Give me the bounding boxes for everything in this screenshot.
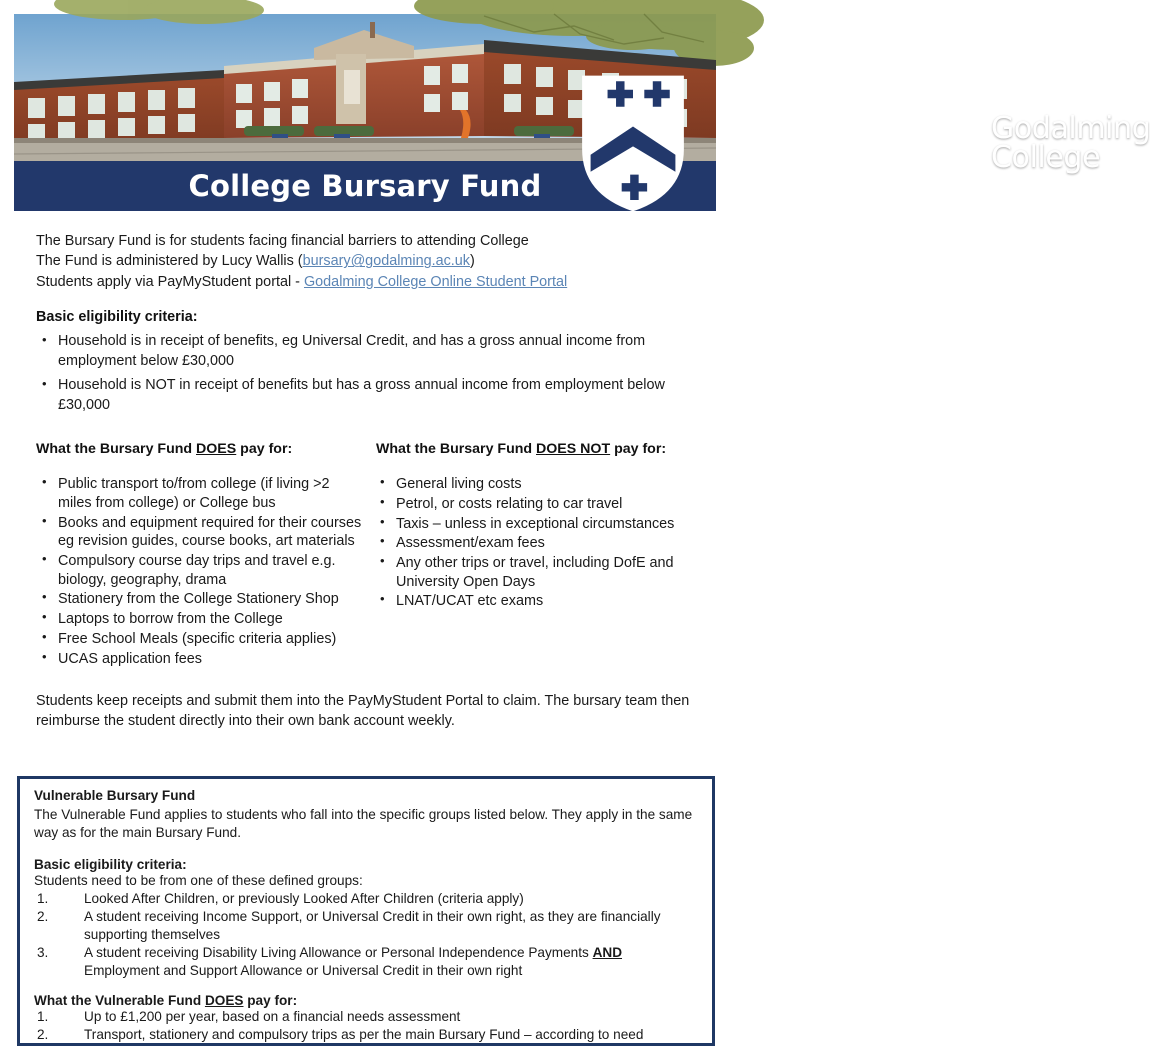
list-item: • Laptops to borrow from the College — [36, 610, 362, 629]
intro-line-2-suffix: ) — [469, 253, 475, 270]
vulnerable-does-pay-heading-pre: What the Vulnerable Fund — [34, 993, 205, 1009]
list-item-number: 1. — [37, 890, 49, 906]
does-pay-column — [36, 441, 376, 669]
vulnerable-eligibility-heading: Basic eligibility criteria: — [34, 856, 187, 872]
list-item: • Petrol, or costs relating to car travel — [376, 495, 698, 514]
list-item-number: 1. — [37, 1009, 49, 1025]
list-item: • Public transport to/from college (if living >2 miles from college) or College bus — [36, 475, 362, 512]
pay-columns — [36, 441, 698, 669]
vulnerable-eligibility-lead: Students need to be from one of these defined groups: — [34, 872, 363, 888]
vulnerable-does-pay-list — [34, 1008, 700, 1044]
bursary-email-link[interactable]: bursary@godalming.ac.uk — [302, 253, 470, 270]
list-item: • LNAT/UCAT etc exams — [376, 592, 698, 611]
list-item: • Taxis – unless in exceptional circumstances — [376, 515, 698, 534]
does-not-pay-list — [376, 475, 698, 611]
list-item-number: 2. — [37, 1027, 49, 1043]
shield-crest-icon — [282, 70, 984, 217]
list-item-text: A student receiving Income Support, or Universal Credit in their own right, as they are financially supporting themselves — [84, 908, 661, 942]
does-not-pay-heading-emphasis: DOES NOT — [536, 441, 611, 458]
document-body — [0, 211, 730, 746]
does-pay-heading-emphasis: DOES — [196, 441, 237, 458]
list-item-number: 3. — [37, 944, 49, 960]
list-item — [34, 1026, 700, 1044]
list-item-text: Up to £1,200 per year, based on a financial needs assessment — [84, 1009, 461, 1025]
vulnerable-groups-list — [34, 890, 700, 980]
intro-line-2-prefix: The Fund is administered by Lucy Wallis ( — [36, 253, 303, 270]
list-item-text: Looked After Children, or previously Looked After Children (criteria apply) — [84, 890, 524, 906]
list-item — [34, 908, 700, 944]
vulnerable-does-pay-heading — [34, 993, 700, 1008]
intro-line-2 — [36, 251, 698, 271]
list-item-number: 2. — [37, 908, 49, 924]
intro-line-3-prefix: Students apply via PayMyStudent portal - — [36, 273, 304, 290]
vulnerable-does-pay-heading-post: pay for: — [243, 993, 298, 1009]
list-item-text-pre: A student receiving Disability Living Allowance or Personal Independence Payments — [84, 944, 593, 960]
eligibility-list — [36, 332, 698, 415]
list-item: • Any other trips or travel, including DofE and University Open Days — [376, 554, 698, 591]
list-item-text: Transport, stationery and compulsory trips as per the main Bursary Fund – according to need — [84, 1027, 644, 1043]
page-title: College Bursary Fund — [188, 169, 542, 203]
list-item: • Books and equipment required for their courses eg revision guides, course books, art materials — [36, 514, 362, 551]
does-not-pay-heading-pre: What the Bursary Fund — [376, 441, 537, 458]
list-item: • Assessment/exam fees — [376, 534, 698, 553]
does-pay-list — [36, 475, 362, 668]
list-item — [34, 1008, 700, 1026]
campus-photo — [14, 14, 1150, 175]
list-item — [34, 890, 700, 908]
student-portal-link[interactable]: Godalming College Online Student Portal — [303, 273, 568, 290]
intro-paragraph — [36, 231, 698, 292]
vulnerable-fund-title: Vulnerable Bursary Fund — [34, 788, 196, 803]
does-pay-heading-pre: What the Bursary Fund — [36, 441, 197, 458]
list-item-text-post: Employment and Support Allowance or Universal Credit in their own right — [84, 962, 523, 978]
document-header — [14, 14, 1150, 211]
list-item — [34, 944, 700, 980]
list-item: • Compulsory course day trips and travel e.g. biology, geography, drama — [36, 552, 362, 589]
does-not-pay-heading-post: pay for: — [610, 441, 667, 458]
closing-paragraph: Students keep receipts and submit them into the PayMyStudent Portal to claim. The bursary team then reimburse the student directly into their own bank account weekly. — [36, 693, 690, 730]
list-item: • UCAS application fees — [36, 650, 362, 669]
intro-line-1: The Bursary Fund is for students facing financial barriers to attending College — [36, 233, 529, 249]
list-item: • Household is in receipt of benefits, eg Universal Credit, and has a gross annual income from employment below £30,000 — [36, 332, 698, 371]
vulnerable-does-pay-heading-emphasis: DOES — [204, 993, 244, 1009]
list-item: • Free School Meals (specific criteria applies) — [36, 630, 362, 649]
intro-line-3 — [36, 272, 698, 292]
logo-line-2: College — [991, 139, 1101, 175]
list-item-text-emphasis: AND — [592, 944, 623, 960]
does-not-pay-heading — [376, 441, 698, 457]
list-item: • Household is NOT in receipt of benefits but has a gross annual income from employment below £30,000 — [36, 376, 698, 415]
does-not-pay-column — [376, 441, 698, 669]
does-pay-heading-post: pay for: — [236, 441, 293, 458]
vulnerable-bursary-fund-box — [17, 776, 715, 1046]
does-pay-heading — [36, 441, 362, 457]
list-item: • General living costs — [376, 475, 698, 494]
list-item: • Stationery from the College Stationery Shop — [36, 590, 362, 609]
vulnerable-fund-description: The Vulnerable Fund applies to students who fall into the specific groups listed below. They apply in the same way as for the main Bursary Fund. — [34, 806, 693, 840]
logo-wordmark — [991, 111, 1150, 175]
eligibility-heading: Basic eligibility criteria: — [36, 309, 198, 326]
college-logo — [282, 70, 1150, 217]
logo-line-1: Godalming — [991, 111, 1150, 147]
